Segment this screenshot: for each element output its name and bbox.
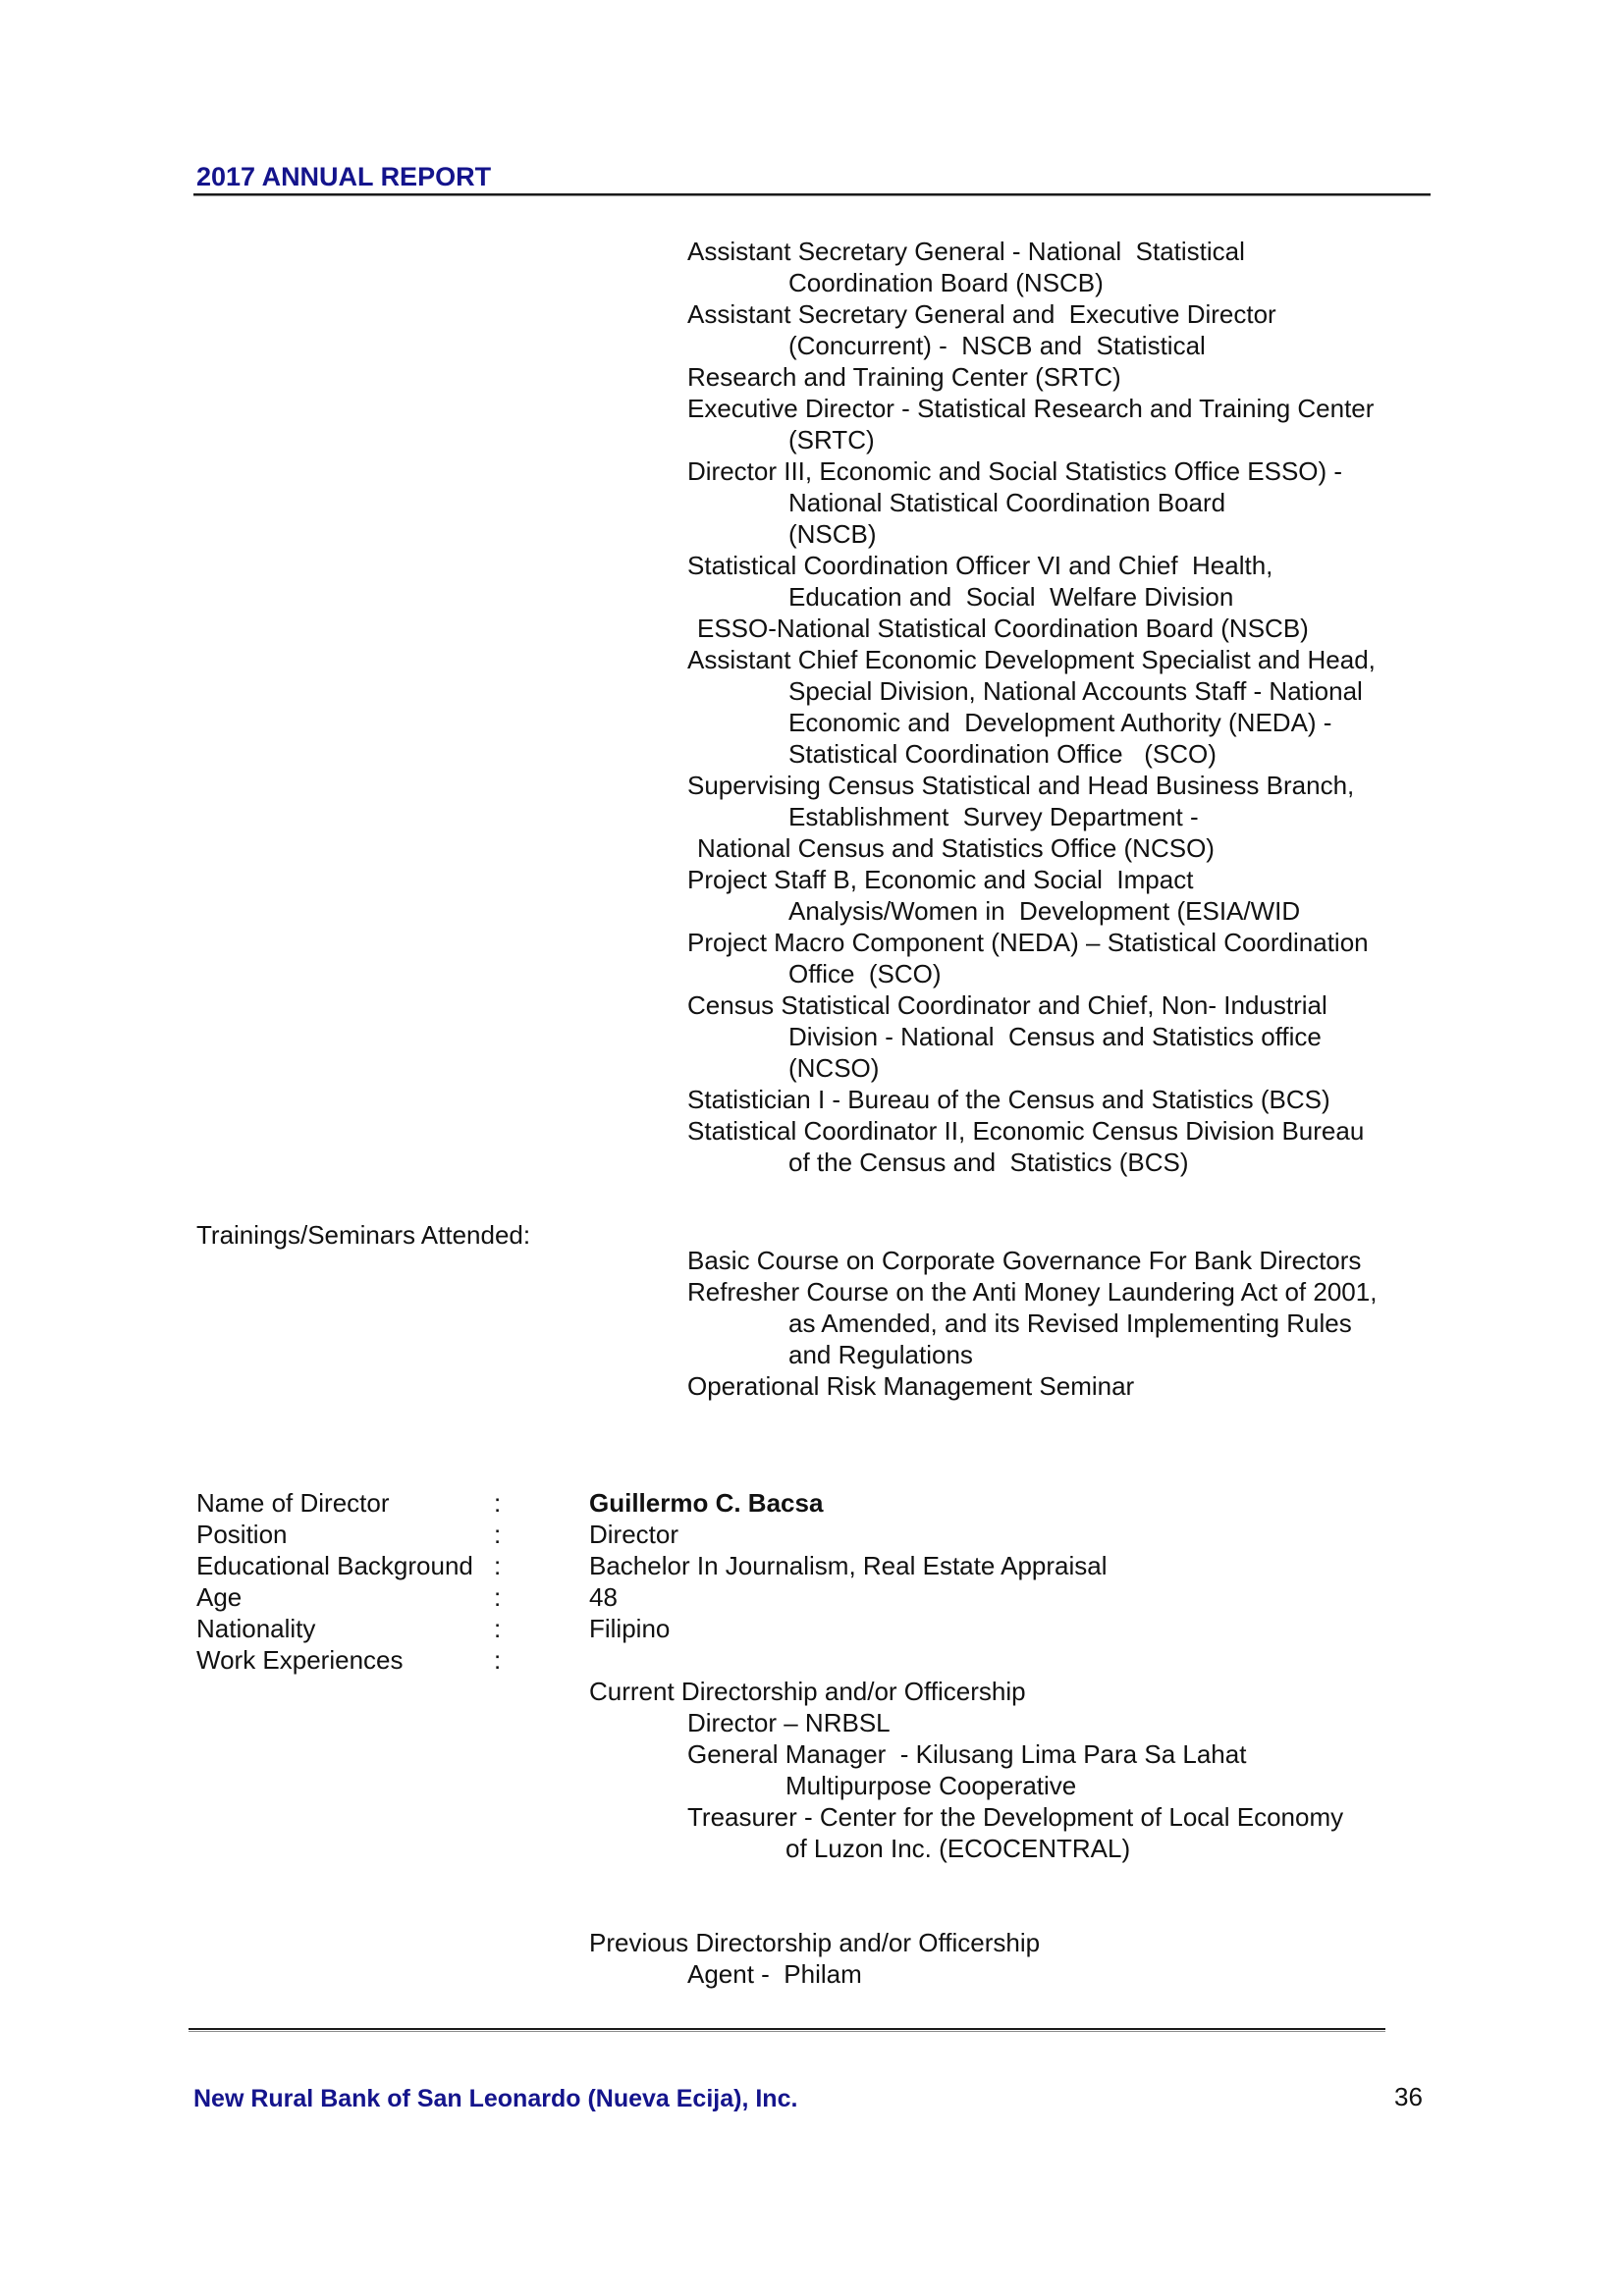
director-name-value: Guillermo C. Bacsa	[589, 1488, 824, 1518]
director-info-row	[196, 1550, 1108, 1581]
current-directorship-heading: Current Directorship and/or Officership	[589, 1677, 1026, 1706]
work-experience-list	[687, 236, 1376, 1178]
work-experience-line: Division - National Census and Statistics office	[788, 1022, 1322, 1051]
work-experience-line: Office (SCO)	[788, 959, 942, 988]
trainings-line: as Amended, and its Revised Implementing Rules	[788, 1308, 1352, 1338]
directorship-item: Multipurpose Cooperative	[785, 1771, 1077, 1800]
work-experience-line: Assistant Secretary General - National Statistical	[687, 237, 1245, 266]
work-experience-line: Census Statistical Coordinator and Chief, Non- Industrial	[687, 990, 1327, 1020]
work-experience-line: (NSCB)	[788, 519, 877, 549]
director-info-label: Name of Director	[196, 1488, 390, 1518]
work-experience-line: National Census and Statistics Office (NCSO)	[697, 833, 1215, 863]
directorship-item: Director – NRBSL	[687, 1708, 891, 1737]
director-info-label: Nationality	[196, 1614, 316, 1643]
colon: :	[494, 1551, 502, 1580]
work-experience-line: (Concurrent) - NSCB and Statistical	[788, 331, 1206, 360]
director-info-value: Bachelor In Journalism, Real Estate Appraisal	[589, 1551, 1108, 1580]
work-experience-line: Executive Director - Statistical Research and Training Center	[687, 394, 1375, 423]
trainings-line: Operational Risk Management Seminar	[687, 1371, 1135, 1401]
trainings-list	[687, 1245, 1377, 1402]
directorship-item: Treasurer - Center for the Development of Local Economy	[687, 1802, 1344, 1832]
director-info-label: Age	[196, 1582, 243, 1612]
work-experience-line: Research and Training Center (SRTC)	[687, 362, 1121, 392]
director-info-row	[196, 1613, 1108, 1644]
work-experience-line: Project Macro Component (NEDA) – Statistical Coordination	[687, 928, 1369, 957]
page-title: 2017 ANNUAL REPORT	[196, 162, 492, 191]
director-info-row	[196, 1487, 1108, 1519]
current-directorship-section	[589, 1676, 1343, 1864]
directorship-item: General Manager - Kilusang Lima Para Sa Lahat	[687, 1739, 1247, 1769]
colon: :	[494, 1582, 502, 1612]
work-experience-line: (SRTC)	[788, 425, 875, 454]
work-experience-line: Project Staff B, Economic and Social Impact	[687, 865, 1194, 894]
colon: :	[494, 1488, 502, 1518]
work-experience-line: Statistical Coordinator II, Economic Census Division Bureau	[687, 1116, 1365, 1146]
work-experience-line: Economic and Development Authority (NEDA) -	[788, 708, 1332, 737]
work-experience-line: of the Census and Statistics (BCS)	[788, 1148, 1189, 1177]
header-rule	[193, 193, 1431, 196]
director-info-value: Director	[589, 1520, 679, 1549]
work-experience-line: Supervising Census Statistical and Head Business Branch,	[687, 771, 1355, 800]
trainings-label: Trainings/Seminars Attended:	[196, 1220, 531, 1250]
previous-directorship-heading: Previous Directorship and/or Officership	[589, 1928, 1041, 1957]
director-info-row	[196, 1519, 1108, 1550]
work-experience-line: Establishment Survey Department -	[788, 802, 1199, 831]
trainings-line: and Regulations	[788, 1340, 973, 1369]
director-info-value: 48	[589, 1582, 618, 1612]
work-experience-line: Assistant Chief Economic Development Specialist and Head,	[687, 645, 1376, 674]
colon: :	[494, 1520, 502, 1549]
work-experience-line: Director III, Economic and Social Statistics Office ESSO) -	[687, 456, 1343, 486]
page-number: 36	[1394, 2082, 1423, 2111]
director-info-label: Position	[196, 1520, 288, 1549]
director-info-row	[196, 1581, 1108, 1613]
trainings-line: Basic Course on Corporate Governance For Bank Directors	[687, 1246, 1362, 1275]
work-experience-line: Coordination Board (NSCB)	[788, 268, 1104, 297]
trainings-line: Refresher Course on the Anti Money Laundering Act of 2001,	[687, 1277, 1378, 1307]
work-experience-line: ESSO-National Statistical Coordination Board (NSCB)	[697, 614, 1309, 643]
colon: :	[494, 1614, 502, 1643]
directorship-item: of Luzon Inc. (ECOCENTRAL)	[785, 1834, 1131, 1863]
colon: :	[494, 1645, 502, 1675]
director-info-label: Educational Background	[196, 1551, 473, 1580]
previous-directorship-section	[589, 1927, 1040, 1990]
director-info-table	[196, 1487, 1108, 1676]
footer-rule	[189, 2028, 1385, 2032]
work-experience-line: Statistical Coordination Officer VI and Chief Health,	[687, 551, 1273, 580]
director-info-label: Work Experiences	[196, 1645, 404, 1675]
work-experience-line: Education and Social Welfare Division	[788, 582, 1234, 612]
directorship-item: Agent - Philam	[687, 1959, 862, 1989]
work-experience-line: Analysis/Women in Development (ESIA/WID	[788, 896, 1301, 926]
director-info-row	[196, 1644, 1108, 1676]
work-experience-line: Statistical Coordination Office (SCO)	[788, 739, 1217, 769]
work-experience-line: National Statistical Coordination Board	[788, 488, 1226, 517]
work-experience-line: Statistician I - Bureau of the Census and Statistics (BCS)	[687, 1085, 1330, 1114]
work-experience-line: (NCSO)	[788, 1053, 880, 1083]
work-experience-line: Assistant Secretary General and Executive Director	[687, 299, 1276, 329]
footer-bank-name: New Rural Bank of San Leonardo (Nueva Ecija), Inc.	[193, 2085, 798, 2112]
director-info-value: Filipino	[589, 1614, 671, 1643]
work-experience-line: Special Division, National Accounts Staff - National	[788, 676, 1363, 706]
